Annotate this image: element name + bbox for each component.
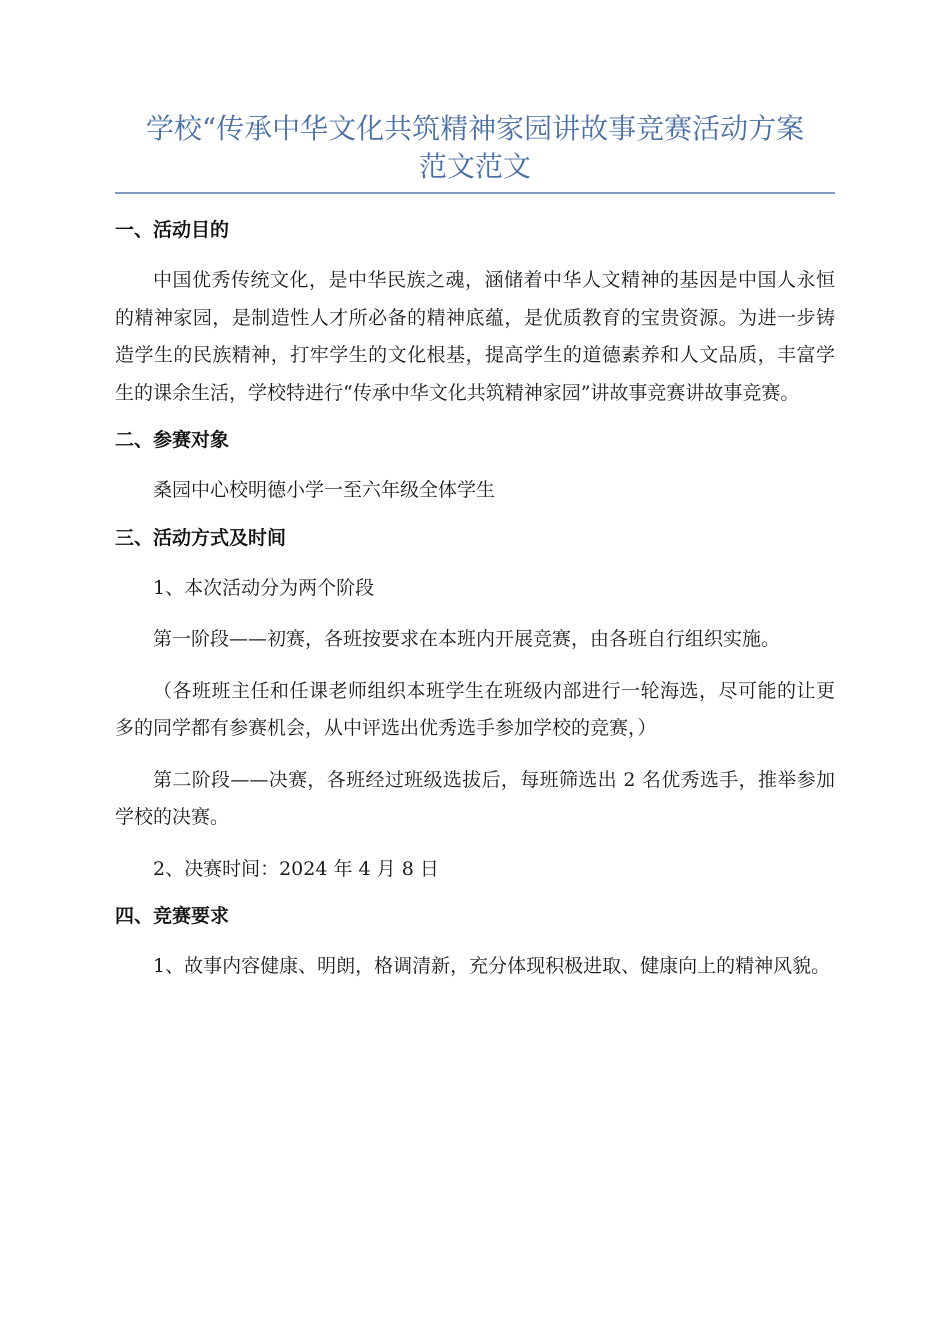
title-underline: [115, 192, 835, 194]
paragraph: 第二阶段——决赛，各班经过班级选拔后，每班筛选出 2 名优秀选手，推举参加学校的决赛。: [115, 768, 835, 828]
section-requirements: [115, 902, 835, 986]
section-heading: 二、参赛对象: [115, 429, 230, 451]
section-heading: 四、竞赛要求: [115, 905, 230, 927]
section-participants: [115, 426, 835, 510]
section-format-and-time: [115, 524, 835, 889]
section-purpose: [115, 216, 835, 412]
title-line-2: 范文范文: [418, 150, 531, 183]
section-heading: 一、活动目的: [115, 219, 230, 241]
title-line-1: 学校“传承中华文化共筑精神家园讲故事竞赛活动方案: [145, 112, 805, 145]
paragraph: 2、决赛时间：2024 年 4 月 8 日: [153, 857, 439, 880]
document-page: [115, 110, 835, 1000]
paragraph: （各班班主任和任课老师组织本班学生在班级内部进行一轮海选，尽可能的让更多的同学都有参赛机会，从中评选出优秀选手参加学校的竞赛，）: [115, 679, 835, 739]
document-title: [115, 110, 835, 192]
paragraph: 第一阶段——初赛，各班按要求在本班内开展竞赛，由各班自行组织实施。: [153, 628, 781, 650]
paragraph: 1、故事内容健康、明朗，格调清新，充分体现积极进取、健康向上的精神风貌。: [153, 955, 831, 977]
section-heading: 三、活动方式及时间: [115, 526, 287, 549]
paragraph: 中国优秀传统文化，是中华民族之魂，涵储着中华人文精神的基因是中国人永恒的精神家园，是制造性人才所必备的精神底蕴，是优质教育的宝贵资源。为进一步铸造学生的民族精神，打牢学生的文化根基，提高学生的道德素养和人文品质，丰富学生的课余生活，学校特进行“传承中华文化共筑精神家园”讲故事竞赛讲故事竞赛。: [115, 269, 835, 404]
paragraph: 桑园中心校明德小学一至六年级全体学生: [153, 479, 496, 501]
paragraph: 1、本次活动分为两个阶段: [153, 576, 375, 599]
